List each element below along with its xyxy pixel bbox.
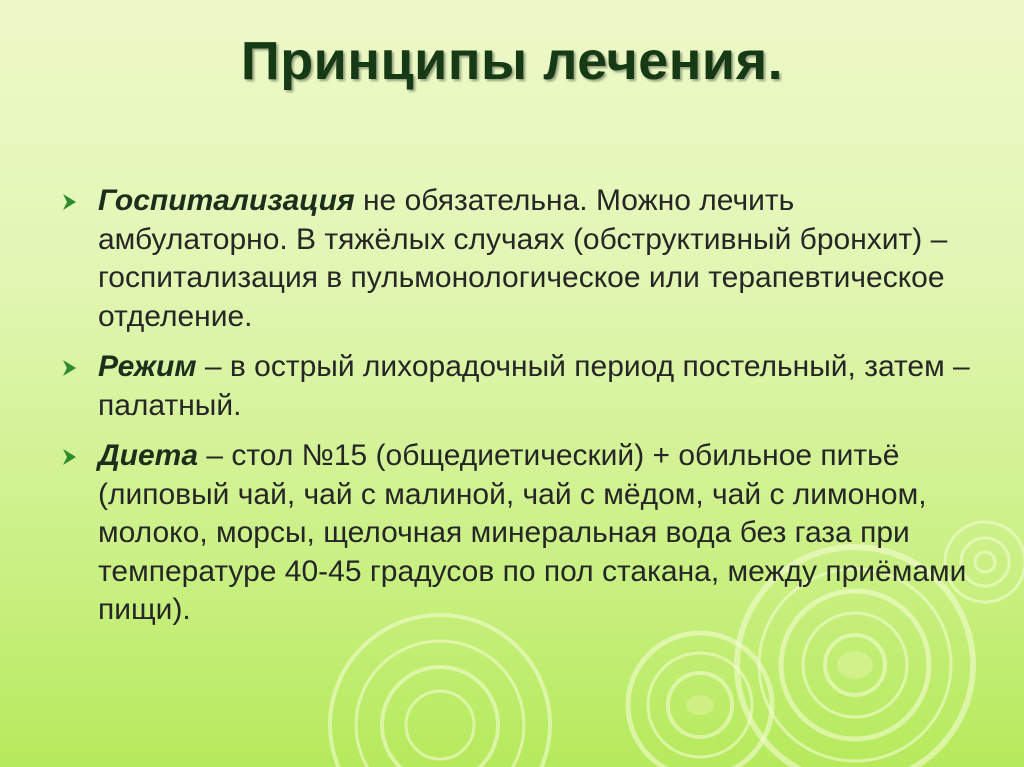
bullet-text: не обязательна. Можно лечить амбулаторно. В тяжёлых случаях (обструктивный бронхит) – госпитализация в пульмонологическое или терапевтическое отделение. (98, 184, 948, 333)
bullet-list (60, 182, 980, 642)
chevron-right-icon (60, 182, 82, 220)
bullet-item-diet (60, 437, 980, 630)
bullet-item-regime (60, 348, 980, 425)
slide-title: Принципы лечения. (240, 31, 784, 91)
bullet-text: – в острый лихорадочный период постельный, затем – палатный. (98, 350, 970, 422)
bullet-term: Режим (98, 350, 197, 383)
chevron-right-icon (60, 348, 82, 386)
chevron-right-icon (60, 437, 82, 475)
bullet-item-hospitalization (60, 182, 980, 336)
bullet-term: Госпитализация (98, 184, 355, 217)
bullet-term: Диета (98, 439, 199, 472)
bullet-text: – стол №15 (общедиетический) + обильное питьё (липовый чай, чай с малиной, чай с мёдом, чай с лимоном, молоко, морсы, щелочная минеральная вода без газа при температуре 40-45 градусов по пол стакана, между приёмами пищи). (98, 439, 967, 626)
